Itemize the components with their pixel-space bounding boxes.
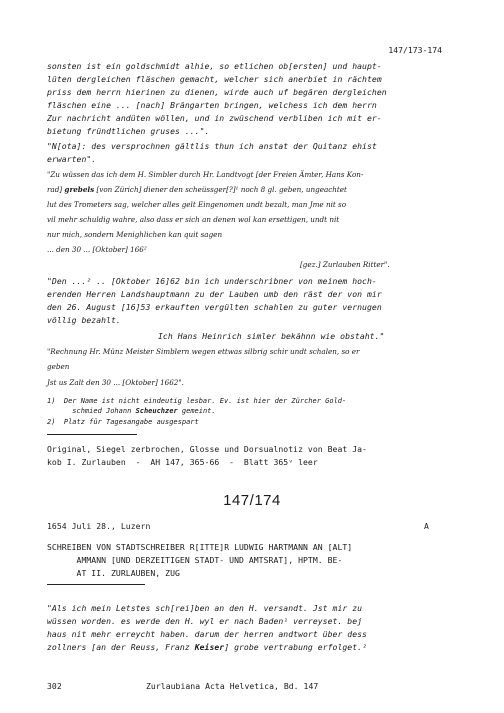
text-line: Original, Siegel zerbrochen, Glosse und Dorsualnotiz von Beat Ja- <box>47 444 367 454</box>
classification-mark: A <box>424 521 429 531</box>
date-place: 1654 Juli 28., Luzern <box>47 521 151 531</box>
text-line: bietung fründtlichen gruses ...". <box>47 126 210 136</box>
title-line: AT II. ZURLAUBEN, ZUG <box>47 568 180 578</box>
text-line: vil mehr schuldig wahre, also dass er sich an denen wol kan ersettigen, undt nit <box>47 215 340 224</box>
title-line: SCHREIBEN VON STADTSCHREIBER R[ITTE]R LUDWIG HARTMANN AN [ALT] <box>47 542 353 552</box>
text-line: priss dem herrn hierinen zu dienen, wirde auch uf begären dergleichen <box>47 87 387 97</box>
text-line: erwarten". <box>47 154 97 164</box>
page-number: 302 <box>47 681 62 691</box>
text-line: rad] grebels [von Zürich] diener den scheüssger[?]¹ noch 8 gl. geben, ungeachtet <box>47 185 347 194</box>
title-divider <box>47 584 145 585</box>
text-line: "Als ich mein Letstes sch[rei]ben an den H. versandt. Jst mir zu <box>47 603 363 613</box>
emphasized-name: grebels <box>64 185 95 194</box>
footnote: 2) Platz für Tagesangabe ausgespart <box>47 418 199 426</box>
text-line: lut des Trometers sag, welcher alles gelt Eingenomen undt bezalt, man Jme nit so <box>47 200 347 209</box>
series-title: Zurlaubiana Acta Helvetica, Bd. 147 <box>146 681 319 691</box>
text-line: "Rechnung Hr. Münz Meister Simblern wegen ettwas silbrig schir undt schalen, so er <box>47 347 360 356</box>
document-number: 147/174 <box>223 492 281 509</box>
text-line: kob I. Zurlauben - AH 147, 365-66 - Blatt 365ᵛ leer <box>47 457 318 467</box>
text-line: "Zu wüssen das ich dem H. Simbler durch Hr. Landtvogt [der Freien Ämter, Hans Kon- <box>47 170 364 179</box>
emphasized-name: Keiser <box>194 642 225 652</box>
title-line: AMMANN [UND DERZEITIGEN STADT- UND AMTSRAT], HPTM. BE- <box>47 555 343 565</box>
text-line: nur mich, sondern Menighlichen kan quit sagen <box>47 230 223 239</box>
text-line: sonsten ist ein goldschmidt alhie, so etlichen ob[ersten] und haupt- <box>47 61 382 71</box>
signature-line: [gez.] Zurlauben Ritter". <box>300 260 390 269</box>
text-line: haus nit mehr erreycht haben. darum der herren andtwort über dess <box>47 629 367 639</box>
text-line: geben <box>47 362 70 371</box>
text-line: zollners [an der Reuss, Franz Keiser] grobe vertrabung erfolget.² <box>47 642 367 652</box>
text-line: fläschen eine ... [nach] Brängarten bringen, welchess ich dem herrn <box>47 100 377 110</box>
text-line: "Den ...² .. [Oktober 16]62 bin ich underschribner von meinem hoch- <box>47 276 377 286</box>
text-line: lüten dergleichen fläschen gemacht, welcher sich anerbiet in rächtem <box>47 74 382 84</box>
text-line: Jst us Zalt den 30 ... [Oktober] 1662". <box>47 378 184 387</box>
footnote: 1) Der Name ist nicht eindeutig lesbar. Ev. ist hier der Zürcher Gold- <box>47 397 347 405</box>
footnote-divider <box>47 434 137 435</box>
footnote: schmied Johann Scheuchzer gemeint. <box>47 407 216 415</box>
page-reference: 147/173-174 <box>388 45 442 55</box>
text-line: wüssen worden. es werde den H. wyl er nach Baden¹ verreyset. bej <box>47 616 363 626</box>
emphasized-name: Scheuchzer <box>135 407 178 415</box>
text-line: "N[ota]: des versprochnen gältlis thun ich anstat der Quitanz ehist <box>47 141 377 151</box>
text-line: den 26. August [16]53 erkauften vergülten schahlen zu guter vernugen <box>47 302 382 312</box>
text-line: Zur nachricht andüten wöllen, und in zwüschend verbliben ich mit er- <box>47 113 382 123</box>
signature-line: Ich Hans Heinrich simler bekähnn wie obstaht." <box>158 331 385 341</box>
text-line: völlig bezahlt. <box>47 315 121 325</box>
text-line: erenden Herren Landshauptmann zu der Lauben umb den räst der von mir <box>47 289 382 299</box>
text-line: ... den 30 ... [Oktober] 166² <box>47 245 147 254</box>
